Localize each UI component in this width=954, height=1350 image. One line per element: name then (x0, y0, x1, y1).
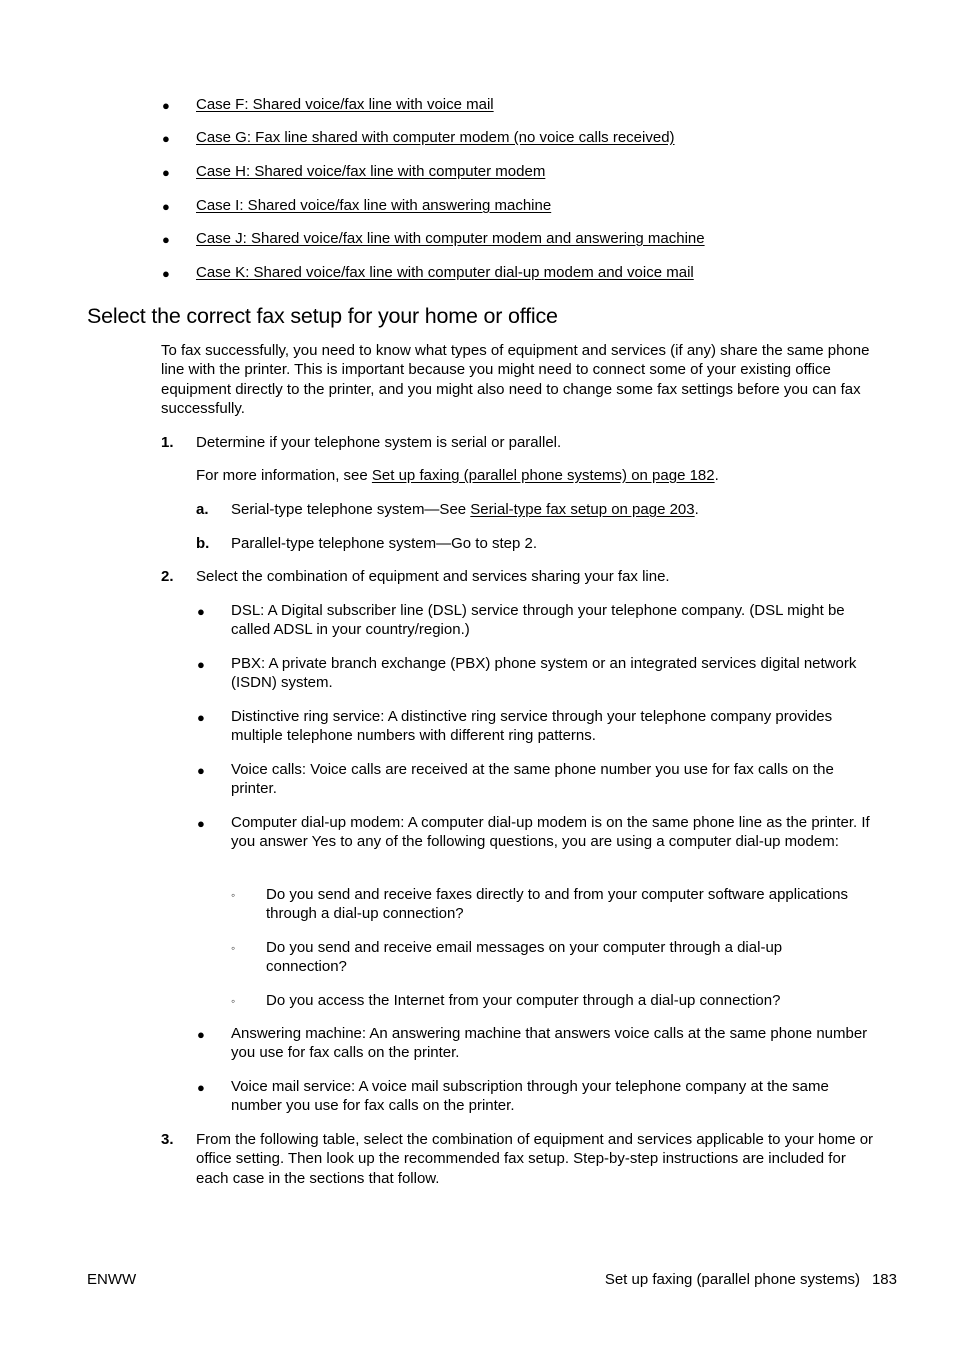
answering-machine-item: Answering machine: An answering machine that answers voice calls at the same phone number you use for fax calls on the printer. (231, 1025, 868, 1062)
modem-question-2: Do you send and receive email messages on your computer through a dial-up connection? (266, 939, 783, 976)
more-info-line (196, 466, 876, 485)
bullet: ● (197, 816, 205, 831)
case-g-link[interactable]: Case G: Fax line shared with computer modem (no voice calls received) (196, 129, 675, 146)
substep-a-label: Serial-type telephone system—See (231, 501, 471, 518)
section-heading: Select the correct fax setup for your home or office (87, 304, 558, 328)
dialup-modem-item: Computer dial-up modem: A computer dial-up modem is on the same phone line as the printer. If you answer Yes to any of the following questions, you are using a computer dial-up modem: (231, 814, 870, 851)
bullet: ● (197, 1080, 205, 1095)
serial-setup-link[interactable]: Serial-type fax setup on page 203 (470, 501, 695, 518)
sub-bullet: ◦ (231, 994, 236, 1008)
bullet: ● (197, 710, 205, 725)
modem-question-1: Do you send and receive faxes directly to and from your computer software applications through a dial-up connection? (266, 886, 848, 923)
intro-paragraph: To fax successfully, you need to know what types of equipment and services (if any) share the same phone line with the printer. This is important because you might need to connect some of your existing office equipment directly to the printer, and you might also need to change some fax settings before you can fax successfully. (161, 342, 870, 418)
voice-calls-item: Voice calls: Voice calls are received at the same phone number you use for fax calls on the printer. (231, 761, 834, 798)
bullet: ● (197, 657, 205, 672)
page-number: 183 (871, 1271, 897, 1288)
voice-mail-item: Voice mail service: A voice mail subscription through your telephone company at the same number you use for fax calls on the printer. (231, 1078, 829, 1115)
case-k-link[interactable]: Case K: Shared voice/fax line with computer dial-up modem and voice mail (196, 264, 694, 281)
substep-a-text (231, 500, 876, 519)
modem-question-3: Do you access the Internet from your computer through a dial-up connection? (266, 992, 781, 1009)
footer-section-title: Set up faxing (parallel phone systems) (604, 1271, 860, 1288)
substep-b-text: Parallel-type telephone system—Go to step 2. (231, 535, 537, 552)
substep-letter: a. (196, 501, 209, 518)
bullet: ● (197, 763, 205, 778)
bullet: ● (162, 232, 170, 247)
bullet: ● (162, 165, 170, 180)
bullet: ● (162, 131, 170, 146)
footer-left-label: ENWW (87, 1271, 137, 1288)
more-info-suffix: . (714, 467, 719, 484)
step-3-text: From the following table, select the combination of equipment and services applicable to your home or office setting. Then look up the recommended fax setup. Step-by-step instructions are included for each case in the sections that follow. (196, 1131, 874, 1187)
case-j-link[interactable]: Case J: Shared voice/fax line with computer modem and answering machine (196, 230, 705, 247)
footer-right (605, 1270, 897, 1289)
more-info-prefix: For more information, see (196, 467, 372, 484)
case-i-link[interactable]: Case I: Shared voice/fax line with answering machine (196, 197, 552, 214)
dsl-item: DSL: A Digital subscriber line (DSL) service through your telephone company. (DSL might be called ADSL in your country/region.) (231, 602, 845, 639)
step-number: 3. (161, 1131, 174, 1148)
bullet: ● (197, 1027, 205, 1042)
case-f-link[interactable]: Case F: Shared voice/fax line with voice mail (196, 96, 494, 113)
case-h-link[interactable]: Case H: Shared voice/fax line with computer modem (196, 163, 546, 180)
step-2-text: Select the combination of equipment and services sharing your fax line. (196, 568, 670, 585)
bullet: ● (162, 98, 170, 113)
bullet: ● (197, 604, 205, 619)
pbx-item: PBX: A private branch exchange (PBX) phone system or an integrated services digital network (ISDN) system. (231, 655, 857, 692)
parallel-setup-link[interactable]: Set up faxing (parallel phone systems) on page 182 (371, 467, 715, 484)
substep-a-suffix: . (694, 501, 699, 518)
sub-bullet: ◦ (231, 941, 236, 955)
bullet: ● (162, 199, 170, 214)
bullet: ● (162, 266, 170, 281)
step-number: 2. (161, 568, 174, 585)
substep-letter: b. (196, 535, 210, 552)
sub-bullet: ◦ (231, 888, 236, 902)
step-1-text: Determine if your telephone system is serial or parallel. (196, 434, 562, 451)
distinctive-ring-item: Distinctive ring service: A distinctive ring service through your telephone company provides multiple telephone numbers with different ring patterns. (231, 708, 833, 745)
step-number: 1. (161, 434, 174, 451)
